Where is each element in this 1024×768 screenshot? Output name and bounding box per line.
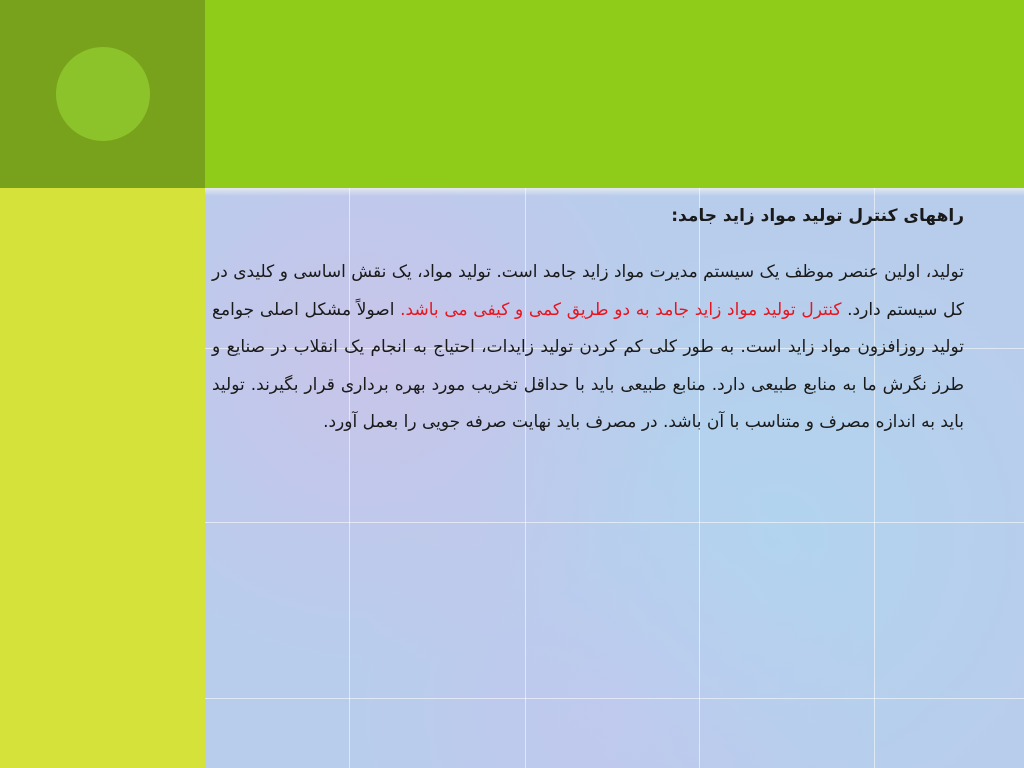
decor-lime-panel (0, 188, 205, 768)
paragraph-part-1: تولید، اولین عنصر موظف یک سیستم مدیرت مواد زاید جامد است. تولید مواد، یک نقش اساسی و کلیدی در کل سیستم دارد. (212, 262, 964, 320)
slide-content-area (205, 188, 1024, 768)
decor-circle (56, 47, 150, 141)
slide-heading: راههای کنترل تولید مواد زاید جامد: (671, 206, 964, 226)
grid-line (205, 698, 1024, 699)
slide-text-block (212, 200, 964, 442)
grid-line (205, 522, 1024, 523)
decor-dark-green-panel (0, 0, 205, 188)
decor-top-band (205, 0, 1024, 188)
paragraph-highlight: کنترل تولید مواد زاید جامد به دو طریق کمی و کیفی می باشد. (400, 299, 842, 320)
slide-paragraph (212, 254, 964, 442)
paragraph-part-2: اصولاً مشکل اصلی جوامع تولید روزافزون مواد زاید است. به طور کلی کم کردن تولید زایدات، احتیاج به انجام یک انقلاب در صنایع و طرز نگرش ما به منابع طبیعی دارد. منابع طبیعی باید با حداقل تخریب مورد بهره برداری قرار بگیرند. تولید باید به اندازه مصرف و متناسب با آن باشد. در مصرف باید نهایت صرفه جویی را بعمل آورد. (212, 299, 964, 432)
